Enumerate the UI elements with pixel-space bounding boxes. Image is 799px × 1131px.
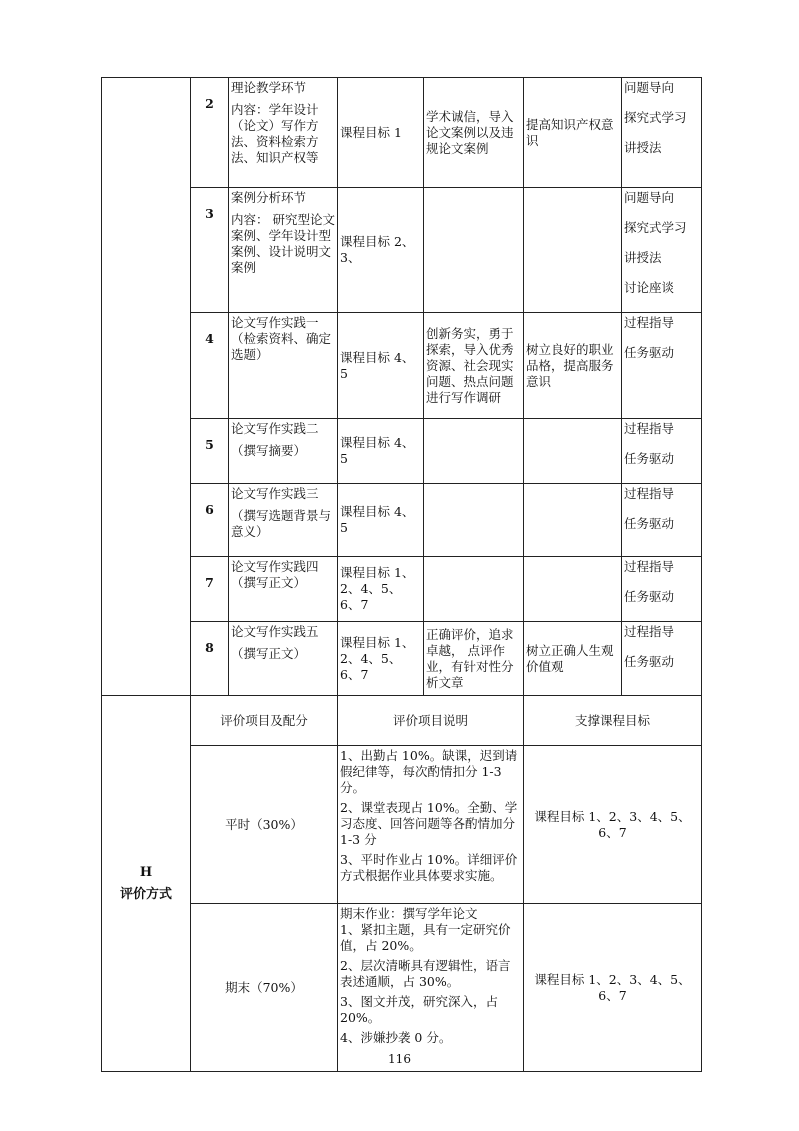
table-row	[102, 419, 702, 484]
section-title: 评价方式	[119, 886, 172, 902]
row-methods	[622, 484, 702, 557]
row-content: 内容： 研究型论文案例、学年设计型案例、设计说明文案例	[231, 212, 335, 275]
row-title: 论文写作实践五	[231, 624, 319, 639]
desc-line: 3、平时作业占 10%。详细评价方式根据作业具体要求实施。	[340, 852, 518, 883]
method-item: 讲授法	[624, 250, 662, 265]
method-item: 任务驱动	[624, 654, 675, 669]
header-target: 支撑课程目标	[524, 696, 702, 746]
method-item: 讨论座谈	[624, 280, 675, 295]
row-methods	[622, 188, 702, 313]
header-item: 评价项目及配分	[191, 696, 338, 746]
eval-item-name: 平时（30%）	[191, 746, 338, 904]
row-number: 7	[191, 557, 229, 622]
row-number: 5	[191, 419, 229, 484]
left-blank-cell	[102, 78, 191, 696]
evaluation-row	[102, 746, 702, 904]
eval-item-desc	[338, 746, 524, 904]
row-ideology: 学术诚信，导入论文案例以及违规论文案例	[424, 78, 524, 188]
row-ideology	[424, 484, 524, 557]
row-number: 4	[191, 313, 229, 419]
row-title: 论文写作实践一（检索资料、确定选题）	[231, 315, 332, 362]
method-item: 问题导向	[624, 80, 675, 95]
desc-line: 2、课堂表现占 10%。全勤、学习态度、回答问题等各酌情加分 1-3 分	[340, 800, 518, 847]
table-row	[102, 557, 702, 622]
row-title-cell	[229, 188, 338, 313]
row-title: 案例分析环节	[231, 190, 307, 205]
row-number: 6	[191, 484, 229, 557]
row-content: 内容：学年设计（论文）写作方法、资料检索方法、知识产权等	[231, 102, 319, 165]
method-item: 讲授法	[624, 140, 662, 155]
row-goal	[524, 557, 622, 622]
method-item: 探究式学习	[624, 110, 687, 125]
table-row	[102, 484, 702, 557]
row-goal	[524, 419, 622, 484]
table-row	[102, 313, 702, 419]
method-item: 过程指导	[624, 486, 675, 501]
row-goal	[524, 188, 622, 313]
row-target: 课程目标 4、5	[338, 419, 424, 484]
method-item: 过程指导	[624, 559, 675, 574]
evaluation-section-label	[102, 696, 191, 1072]
desc-line: 1、紧扣主题，具有一定研究价值，占 20%。	[340, 922, 511, 953]
method-item: 问题导向	[624, 190, 675, 205]
course-table	[101, 77, 702, 1072]
row-title: 论文写作实践四（撰写正文）	[231, 559, 319, 590]
method-item: 过程指导	[624, 315, 675, 330]
row-title: 论文写作实践三	[231, 486, 319, 501]
row-methods	[622, 78, 702, 188]
page-number: 116	[388, 1052, 411, 1066]
table-row	[102, 622, 702, 696]
row-target: 课程目标 1、2、4、5、6、7	[338, 557, 424, 622]
table-row	[102, 78, 702, 188]
row-ideology	[424, 419, 524, 484]
row-methods	[622, 313, 702, 419]
row-content: （撰写正文）	[231, 646, 307, 661]
row-title-cell	[229, 484, 338, 557]
row-target: 课程目标 2、3、	[338, 188, 424, 313]
row-target: 课程目标 1、2、4、5、6、7	[338, 622, 424, 696]
header-desc: 评价项目说明	[338, 696, 524, 746]
row-content: （撰写选题背景与意义）	[231, 508, 332, 539]
row-title: 理论教学环节	[231, 80, 307, 95]
row-target: 课程目标 4、5	[338, 313, 424, 419]
row-number: 2	[191, 78, 229, 188]
desc-line: 3、图文并茂，研究深入，占20%。	[340, 994, 498, 1025]
method-item: 任务驱动	[624, 516, 675, 531]
row-title-cell	[229, 557, 338, 622]
desc-line: 1、出勤占 10%。缺课，迟到请假纪律等，每次酌情扣分 1-3分。	[340, 748, 518, 795]
eval-item-name: 期末（70%）	[191, 904, 338, 1072]
method-item: 过程指导	[624, 421, 675, 436]
eval-item-target: 课程目标 1、2、3、4、5、6、7	[524, 904, 702, 1072]
row-content: （撰写摘要）	[231, 443, 307, 458]
method-item: 任务驱动	[624, 589, 675, 604]
row-methods	[622, 419, 702, 484]
row-title: 论文写作实践二	[231, 421, 319, 436]
table-row	[102, 188, 702, 313]
row-title-cell	[229, 419, 338, 484]
desc-line: 2、层次清晰具有逻辑性，语言表述通顺，占 30%。	[340, 958, 511, 989]
row-goal: 树立正确人生观价值观	[524, 622, 622, 696]
row-number: 3	[191, 188, 229, 313]
row-goal: 提高知识产权意识	[524, 78, 622, 188]
section-letter: H	[139, 864, 153, 880]
row-ideology: 正确评价，追求卓越， 点评作业，有针对性分析文章	[424, 622, 524, 696]
row-title-cell	[229, 622, 338, 696]
row-title-cell	[229, 313, 338, 419]
row-ideology	[424, 557, 524, 622]
row-title-cell	[229, 78, 338, 188]
row-ideology: 创新务实，勇于探索，导入优秀资源、社会现实问题、热点问题进行写作调研	[424, 313, 524, 419]
row-number: 8	[191, 622, 229, 696]
eval-item-target: 课程目标 1、2、3、4、5、6、7	[524, 746, 702, 904]
eval-item-desc	[338, 904, 524, 1072]
desc-line: 4、涉嫌抄袭 0 分。	[340, 1030, 452, 1045]
row-methods	[622, 557, 702, 622]
row-goal	[524, 484, 622, 557]
row-methods	[622, 622, 702, 696]
method-item: 探究式学习	[624, 220, 687, 235]
method-item: 任务驱动	[624, 451, 675, 466]
row-goal: 树立良好的职业品格，提高服务意识	[524, 313, 622, 419]
row-target: 课程目标 1	[338, 78, 424, 188]
evaluation-header-row	[102, 696, 702, 746]
desc-line: 期末作业：撰写学年论文	[340, 906, 478, 921]
method-item: 任务驱动	[624, 345, 675, 360]
method-item: 过程指导	[624, 624, 675, 639]
row-target: 课程目标 4、5	[338, 484, 424, 557]
row-ideology	[424, 188, 524, 313]
evaluation-row	[102, 904, 702, 1072]
